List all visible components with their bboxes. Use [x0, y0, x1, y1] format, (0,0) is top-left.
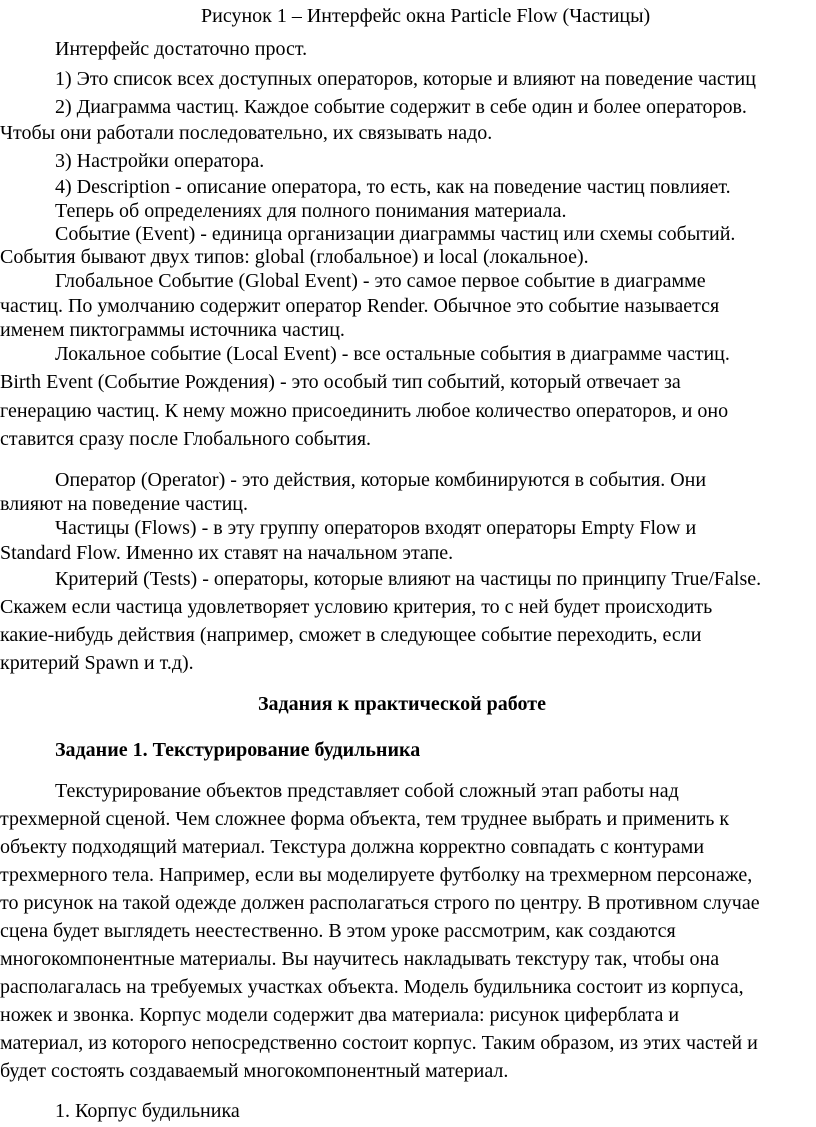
paragraph-line: именем пиктограммы источника частиц.: [0, 319, 345, 341]
paragraph-line: частиц. По умолчанию содержит оператор Render. Обычное это событие называется: [0, 295, 720, 317]
paragraph-line: Критерий (Tests) - операторы, которые влияют на частицы по принципу True/False.: [55, 568, 762, 590]
paragraph-line: объекту подходящий материал. Текстура должна корректно совпадать с контурами: [0, 836, 705, 858]
paragraph-line: События бывают двух типов: global (глобальное) и local (локальное).: [0, 246, 589, 268]
paragraph-line: влияют на поведение частиц.: [0, 493, 248, 515]
paragraph-line: Локальное событие (Local Event) - все остальные события в диаграмме частиц.: [55, 343, 730, 365]
paragraph-line: ножек и звонка. Корпус модели содержит два материала: рисунок циферблата и: [0, 1004, 680, 1026]
paragraph-line: материал, из которого непосредственно состоит корпус. Таким образом, из этих частей и: [0, 1032, 758, 1054]
paragraph-line: Standard Flow. Именно их ставят на начальном этапе.: [0, 542, 454, 564]
section-heading: Задания к практической работе: [258, 693, 546, 715]
paragraph-line: многокомпонентные материалы. Вы научитесь накладывать текстуру так, чтобы она: [0, 948, 720, 970]
paragraph-line: Интерфейс достаточно прост.: [55, 38, 308, 60]
paragraph-line: Частицы (Flows) - в эту группу операторов входят операторы Empty Flow и: [55, 517, 697, 539]
paragraph-line: будет состоять создаваемый многокомпонентный материал.: [0, 1060, 509, 1082]
subheading: 1. Корпус будильника: [55, 1100, 240, 1122]
paragraph-line: 4) Description - описание оператора, то есть, как на поведение частиц повлияет.: [55, 176, 731, 198]
paragraph-line: 3) Настройки оператора.: [55, 150, 265, 172]
task-heading: Задание 1. Текстурирование будильника: [55, 739, 421, 761]
paragraph-line: сцена будет выглядеть неестественно. В этом уроке рассмотрим, как создаются: [0, 920, 676, 942]
paragraph-line: располагалась на требуемых участках объекта. Модель будильника состоит из корпуса,: [0, 976, 744, 998]
paragraph-line: Скажем если частица удовлетворяет условию критерия, то с ней будет происходить: [0, 596, 713, 618]
paragraph-line: Оператор (Operator) - это действия, которые комбинируются в события. Они: [55, 469, 707, 491]
paragraph-line: трехмерной сценой. Чем сложнее форма объекта, тем труднее выбрать и применить к: [0, 808, 730, 830]
paragraph-line: Теперь об определениях для полного понимания материала.: [55, 200, 567, 222]
paragraph-line: то рисунок на такой одежде должен располагаться строго по центру. В противном случае: [0, 892, 760, 914]
paragraph-line: генерацию частиц. К нему можно присоединить любое количество операторов, и оно: [0, 400, 729, 422]
paragraph-line: Birth Event (Событие Рождения) - это особый тип событий, который отвечает за: [0, 371, 681, 393]
paragraph-line: трехмерного тела. Например, если вы моделируете футболку на трехмерном персонаже,: [0, 864, 753, 886]
paragraph-line: ставится сразу после Глобального события.: [0, 428, 372, 450]
paragraph-line: критерий Spawn и т.д).: [0, 652, 194, 674]
paragraph-line: Текстурирование объектов представляет собой сложный этап работы над: [55, 780, 679, 802]
figure-caption: Рисунок 1 – Интерфейс окна Particle Flow (Частицы): [201, 5, 651, 27]
paragraph-line: 2) Диаграмма частиц. Каждое событие содержит в себе один и более операторов.: [55, 96, 747, 118]
paragraph-line: Событие (Event) - единица организации диаграммы частиц или схемы событий.: [55, 223, 736, 245]
paragraph-line: Глобальное Событие (Global Event) - это самое первое событие в диаграмме: [55, 270, 706, 292]
paragraph-line: Чтобы они работали последовательно, их связывать надо.: [0, 122, 493, 144]
paragraph-line: какие-нибудь действия (например, сможет в следующее событие переходить, если: [0, 624, 702, 646]
paragraph-line: 1) Это список всех доступных операторов, которые и влияют на поведение частиц: [55, 68, 756, 90]
